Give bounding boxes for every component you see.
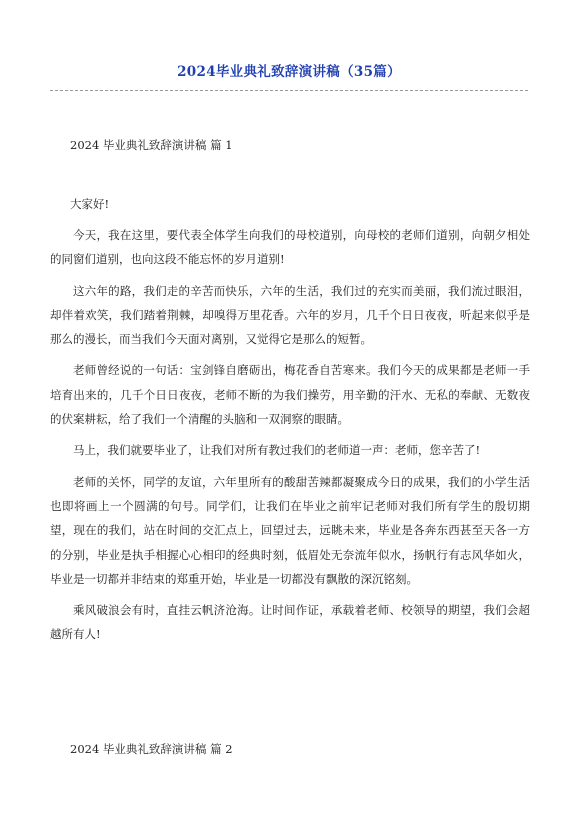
paragraph: 这六年的路，我们走的辛苦而快乐，六年的生活，我们过的充实而美丽，我们流过眼泪，却伴着欢笑，我们踏着荆棘，却嗅得万里花香。六年的岁月，几千个日日夜夜，听起来似乎是那么的漫长，而当我们今天面对离别，又觉得它是那么的短暂。: [50, 283, 530, 347]
title-divider: [50, 90, 528, 91]
paragraph: 今天，我在这里，要代表全体学生向我们的母校道别，向母校的老师们道别，向朝夕相处的同窗们道别，也向这段不能忘怀的岁月道别!: [50, 228, 530, 267]
paragraph: 老师的关怀，同学的友谊，六年里所有的酸甜苦辣都凝聚成今日的成果，我们的小学生活也即将画上一个圆满的句号。同学们，让我们在毕业之前牢记老师对我们所有学生的殷切期望，现在的我们，站在时间的交汇点上，回望过去，远眺未来，毕业是各奔东西甚至天各一方的分别，毕业是执手相握心心相印的经典时刻，低眉处无奈流年似水，扬帆行有志风华如火，毕业是一切都并非结束的郑重开始，毕业是一切都没有飘散的深沉铭刻。: [50, 474, 530, 586]
greeting: 大家好!: [70, 197, 110, 211]
section-heading-2: 2024 毕业典礼致辞演讲稿 篇 2: [70, 742, 233, 756]
paragraph: 老师曾经说的一句话：宝剑锋自磨砺出，梅花香自苦寒来。我们今天的成果都是老师一手培育出来的，几千个日日夜夜，老师不断的为我们操劳，用辛勤的汗水、无私的奉献、无数夜的伏案耕耘，给了我们一个清醒的头脑和一双洞察的眼睛。: [50, 363, 530, 427]
paragraph: 马上，我们就要毕业了，让我们对所有教过我们的老师道一声：老师，您辛苦了!: [73, 443, 481, 458]
section-heading-1: 2024 毕业典礼致辞演讲稿 篇 1: [70, 138, 233, 152]
paragraph: 乘风破浪会有时，直挂云帆济沧海。让时间作证，承载着老师、校领导的期望，我们会超越所有人!: [50, 603, 530, 642]
document-title: 2024毕业典礼致辞演讲稿（35篇）: [177, 64, 401, 80]
body-text: [50, 223, 530, 654]
